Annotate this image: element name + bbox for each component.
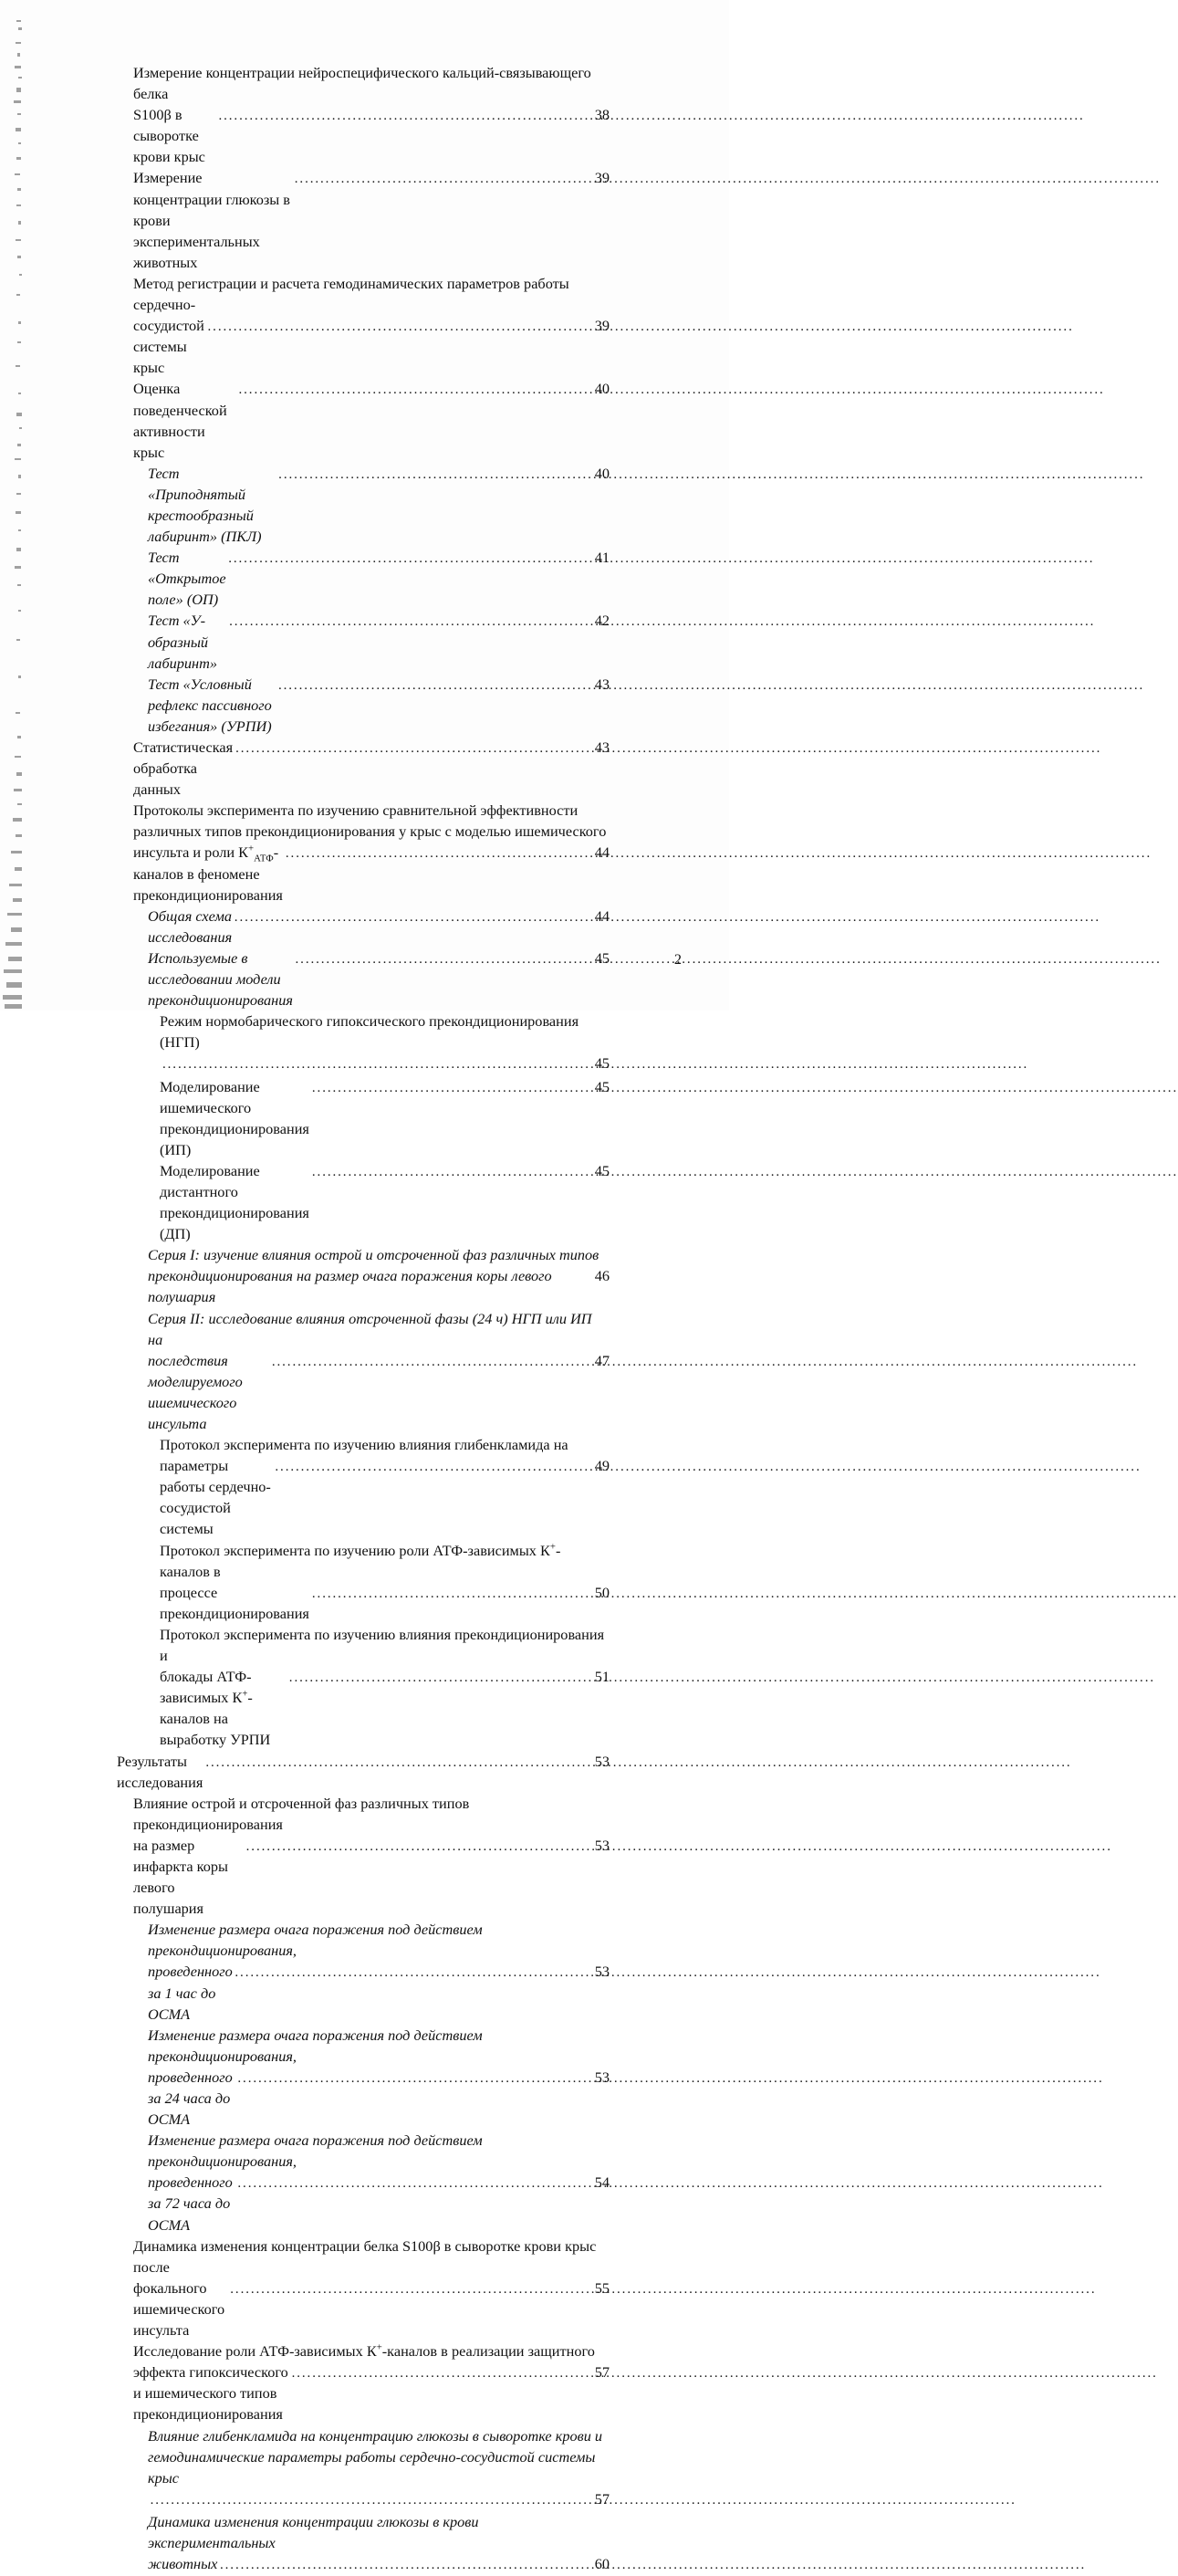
leader-dots xyxy=(269,1352,589,1373)
toc-page-number[interactable]: 45 xyxy=(594,948,610,967)
leader-dots xyxy=(233,1963,589,1984)
toc-entry[interactable] xyxy=(133,800,610,905)
toc-entry[interactable] xyxy=(148,547,610,610)
toc-page-number[interactable]: 43 xyxy=(594,738,610,756)
toc-page-number[interactable]: 49 xyxy=(594,1457,610,1475)
toc-entry[interactable] xyxy=(148,948,610,1011)
toc-entry[interactable] xyxy=(148,2130,610,2235)
toc-entry[interactable] xyxy=(160,1624,610,1751)
toc-page-number[interactable]: 53 xyxy=(594,1836,610,1854)
subscript-atf: АТФ xyxy=(254,853,274,864)
leader-dots xyxy=(233,738,589,759)
toc-entry-line: Влияние острой и отсроченной фаз различных типов прекондиционирования xyxy=(133,1794,470,1833)
toc-entry-tail: Общая схема исследования ..... 44 xyxy=(148,906,610,948)
toc-page-number[interactable]: 57 xyxy=(594,2363,610,2382)
toc-entry[interactable] xyxy=(133,2340,610,2424)
toc-entry-tail: Тест «Условный рефлекс пассивного избегания» (УРПИ) ..... 43 xyxy=(148,674,610,737)
leader-dots xyxy=(235,2173,589,2194)
toc-page-number[interactable]: 53 xyxy=(594,2068,610,2086)
leader-dots xyxy=(292,169,589,190)
toc-entry[interactable] xyxy=(133,167,610,272)
toc-entry[interactable] xyxy=(133,2236,610,2340)
toc-entry[interactable] xyxy=(148,610,610,673)
leader-dots xyxy=(309,1078,589,1099)
toc-entry[interactable] xyxy=(148,2025,610,2130)
superscript-plus: + xyxy=(549,1541,556,1553)
toc-entry-tail: Статистическая обработка данных ..... 43 xyxy=(133,737,610,800)
toc-page-number[interactable]: 53 xyxy=(594,1963,610,1981)
toc-entry-line: Изменение размера очага поражения под действием прекондиционирования, xyxy=(148,2131,483,2171)
toc-entry-line: Протокол эксперимента по изучению влияния прекондиционирования и xyxy=(160,1625,605,1665)
toc-entry-line: Измерение концентрации нейроспецифического кальций-связывающего белка xyxy=(133,64,591,103)
toc-entry[interactable] xyxy=(160,1434,610,1539)
toc-entry-tail: проведенного за 1 час до ОСМА ..... 53 xyxy=(148,1961,610,2024)
scan-edge-artifacts xyxy=(0,0,31,1011)
toc-entry-tail: проведенного за 24 часа до ОСМА ..... 53 xyxy=(148,2067,610,2130)
leader-dots xyxy=(226,549,589,570)
toc-entry-tail: параметры работы сердечно-сосудистой системы ..... 49 xyxy=(160,1455,610,1539)
leader-dots xyxy=(276,465,589,486)
toc-page-number[interactable]: 45 xyxy=(594,1161,610,1179)
toc-entry-tail xyxy=(148,2488,610,2511)
toc-entry[interactable] xyxy=(148,463,610,547)
toc-entry-line: Метод регистрации и расчета гемодинамических параметров работы сердечно- xyxy=(133,274,569,314)
leader-dots xyxy=(217,2555,589,2576)
toc-entry[interactable] xyxy=(148,1244,610,1307)
superscript-plus: + xyxy=(242,1688,248,1700)
toc-entry-tail: Тест «Приподнятый крестообразный лабиринт» (ПКЛ) ..... 40 xyxy=(148,463,610,547)
leader-dots xyxy=(215,106,589,127)
toc-page-number[interactable]: 45 xyxy=(594,1054,610,1073)
toc-entry[interactable] xyxy=(117,1751,610,1793)
toc-entry-line: различных типов прекондиционирования у крыс с моделью ишемического xyxy=(133,822,607,841)
toc-entry[interactable] xyxy=(133,62,610,167)
leader-dots xyxy=(148,2490,589,2511)
toc-page-number[interactable]: 54 xyxy=(594,2173,610,2192)
toc-entry-line: Изменение размера очага поражения под действием прекондиционирования, xyxy=(148,1921,483,1960)
toc-entry-tail: Результаты исследования ..... 53 xyxy=(117,1751,610,1793)
leader-dots xyxy=(293,949,589,970)
leader-dots xyxy=(309,1584,589,1605)
toc-entry[interactable] xyxy=(148,674,610,737)
toc-page-number[interactable]: 42 xyxy=(594,612,610,630)
toc-entry-tail xyxy=(160,1052,610,1075)
toc-entry-line: Динамика изменения концентрации белка S100β в сыворотке крови крыс после xyxy=(133,2236,597,2276)
toc-page-number[interactable]: 40 xyxy=(594,380,610,398)
toc-entry-line: Влияние глибенкламида на концентрацию глюкозы в сыворотке крови и xyxy=(148,2426,603,2445)
leader-dots xyxy=(203,1753,589,1774)
leader-dots xyxy=(232,907,589,928)
toc-entry-line: Серия I: изучение влияния острой и отсроченной фаз различных типов xyxy=(148,1246,599,1264)
leader-dots xyxy=(309,1162,589,1183)
toc-entry[interactable] xyxy=(148,906,610,948)
toc-entry-tail: Тест «Открытое поле» (ОП) ..... 41 xyxy=(148,547,610,610)
toc-page-number[interactable]: 44 xyxy=(594,843,610,862)
toc-entry-tail: эффекта гипоксического и ишемического типов прекондиционирования ..... 57 xyxy=(133,2361,610,2424)
toc-entry[interactable] xyxy=(160,1076,610,1160)
toc-page-number[interactable]: 45 xyxy=(594,1077,610,1095)
toc-entry-line: Исследование роли АТФ-зависимых К+-каналов в реализации защитного xyxy=(133,2341,595,2361)
toc-page-number[interactable]: 38 xyxy=(594,106,610,124)
toc-entry-tail: животных ..... 60 xyxy=(148,2553,610,2576)
toc-entry[interactable] xyxy=(148,1919,610,2024)
toc-entry-tail: инсульта и роли $К^+_{АТФ}$-каналов в феномене прекондиционирования ..... 44 xyxy=(133,842,610,905)
toc-entry-line: Серия II: исследование влияния отсроченной фазы (24 ч) НГП или ИП на xyxy=(148,1309,592,1348)
toc-entry-tail: Оценка поведенческой активности крыс ..... 40 xyxy=(133,378,610,462)
toc-entry[interactable] xyxy=(160,1011,610,1075)
leader-dots xyxy=(244,1837,589,1858)
toc-entry-line: Протокол эксперимента по изучению роли АТФ-зависимых К+-каналов в xyxy=(160,1541,561,1580)
toc-page-number[interactable]: 57 xyxy=(594,2489,610,2508)
leader-dots xyxy=(276,675,589,696)
toc-entry[interactable] xyxy=(160,1540,610,1624)
toc-entry[interactable] xyxy=(133,378,610,462)
leader-dots xyxy=(205,317,589,338)
toc-entry-tail: Моделирование дистантного прекондиционирования (ДП) ..... 45 xyxy=(160,1160,610,1244)
page-folio-number: 2 xyxy=(673,950,682,968)
toc-page-number[interactable]: 60 xyxy=(594,2555,610,2573)
toc-entry-tail: на размер инфаркта коры левого полушария ..... 53 xyxy=(133,1835,610,1919)
toc-entry[interactable] xyxy=(133,737,610,800)
toc-page-number[interactable]: 46 xyxy=(594,1267,610,1285)
toc-entry[interactable] xyxy=(133,273,610,378)
toc-page-number[interactable]: 44 xyxy=(594,906,610,925)
toc-entry-tail: последствия моделируемого ишемического инсульта ..... 47 xyxy=(148,1350,610,1434)
toc-page-number[interactable]: 39 xyxy=(594,317,610,335)
superscript-plus: + xyxy=(376,2341,382,2353)
toc-entry-tail: сосудистой системы крыс ..... 39 xyxy=(133,315,610,378)
leader-dots xyxy=(287,1668,589,1689)
toc-entry-tail: S100β в сыворотке крови крыс ..... 38 xyxy=(133,104,610,167)
toc-page-number[interactable]: 51 xyxy=(594,1668,610,1686)
toc-page-number[interactable]: 53 xyxy=(594,1752,610,1770)
toc-page-number[interactable]: 55 xyxy=(594,2278,610,2297)
toc-page-number[interactable]: 40 xyxy=(594,464,610,482)
toc-entry-line: Режим нормобарического гипоксического прекондиционирования (НГП) xyxy=(160,1012,579,1052)
toc-entry-line: Изменение размера очага поражения под действием прекондиционирования, xyxy=(148,2026,483,2065)
toc-entry[interactable] xyxy=(133,1793,610,1920)
table-of-contents-list xyxy=(117,62,610,2576)
toc-entry-line: Протокол эксперимента по изучению влияния глибенкламида на xyxy=(160,1436,568,1454)
leader-dots xyxy=(236,380,590,401)
leader-dots xyxy=(272,1457,589,1478)
toc-entry-tail: Измерение концентрации глюкозы в крови экспериментальных животных ..... 39 xyxy=(133,167,610,272)
toc-page-number[interactable]: 43 xyxy=(594,675,610,693)
toc-entry-line: гемодинамические параметры работы сердечно-сосудистой системы крыс xyxy=(148,2447,596,2487)
toc-entry[interactable] xyxy=(148,2425,610,2511)
toc-entry-tail: процессе прекондиционирования ..... 50 xyxy=(160,1582,610,1624)
toc-page-number[interactable]: 47 xyxy=(594,1351,610,1369)
leader-dots xyxy=(289,2363,589,2384)
toc-entry-tail: проведенного за 72 часа до ОСМА ..... 54 xyxy=(148,2172,610,2235)
toc-entry-line: Динамика изменения концентрации глюкозы в крови экспериментальных xyxy=(148,2512,479,2551)
toc-entry[interactable] xyxy=(148,1308,610,1435)
toc-entry[interactable] xyxy=(148,2511,610,2576)
toc-entry-tail: Используемые в исследовании модели прекондиционирования ..... 45 xyxy=(148,948,610,1011)
toc-entry-tail: прекондиционирования на размер очага поражения коры левого полушария 46 xyxy=(148,1267,610,1306)
leader-dots xyxy=(283,843,589,864)
leader-dots xyxy=(160,1054,589,1075)
leader-dots xyxy=(226,612,589,633)
toc-entry-tail: фокального ишемического инсульта ..... 55 xyxy=(133,2278,610,2340)
toc-entry-tail: Моделирование ишемического прекондиционирования (ИП) ..... 45 xyxy=(160,1076,610,1160)
toc-page-number[interactable]: 39 xyxy=(594,169,610,187)
toc-entry-line: Протоколы эксперимента по изучению сравнительной эффективности xyxy=(133,801,579,820)
toc-entry-tail: блокады АТФ-зависимых К+-каналов на выработку УРПИ ..... 51 xyxy=(160,1666,610,1750)
leader-dots xyxy=(227,2279,589,2300)
toc-entry-tail: Тест «У-образный лабиринт» ..... 42 xyxy=(148,610,610,673)
toc-page-number[interactable]: 41 xyxy=(594,549,610,567)
leader-dots xyxy=(235,2068,589,2089)
superscript-plus: + xyxy=(248,843,255,855)
toc-page-number[interactable]: 50 xyxy=(594,1583,610,1601)
toc-entry[interactable] xyxy=(160,1160,610,1244)
